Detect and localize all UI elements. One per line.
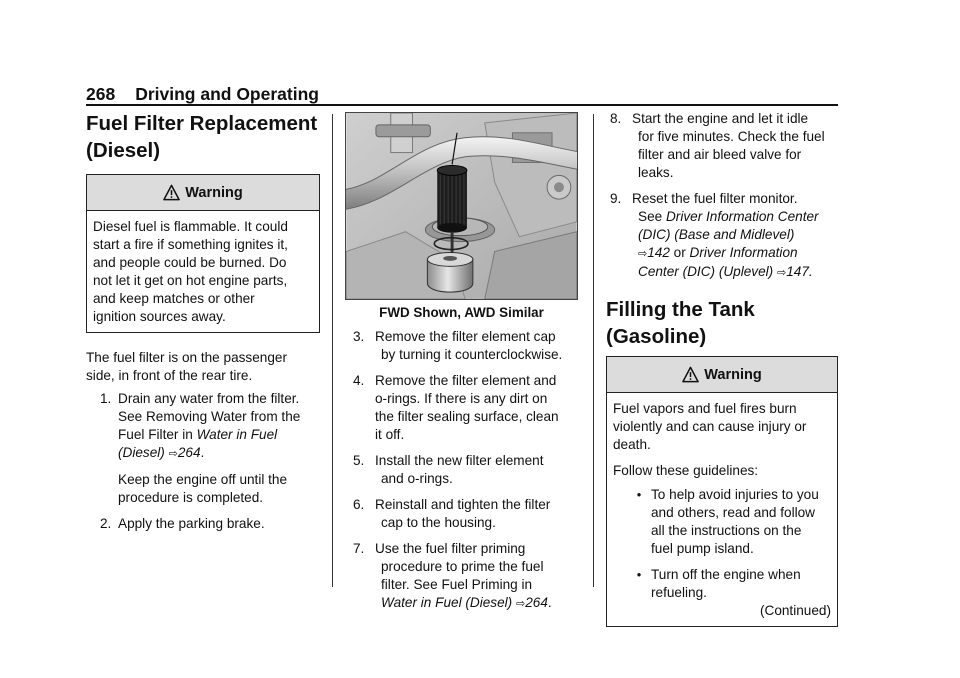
step-1 (100, 390, 320, 463)
step-9 (610, 190, 838, 282)
warning-header (607, 357, 837, 393)
step-1-note: Keep the engine off until the procedure is completed. (118, 472, 288, 505)
step-number: 4. (353, 373, 365, 388)
fuel-filter-illustration (345, 112, 578, 300)
bullet-text: Turn off the engine when refueling. (651, 567, 801, 600)
step-text: Reinstall and tighten the filter cap to the housing. (375, 497, 551, 530)
warning-icon (682, 366, 699, 383)
step-2 (100, 515, 320, 533)
warning-line: and keep matches or other (93, 291, 255, 306)
warning-bullet-1 (627, 486, 831, 558)
step-text: Start the engine and let it idle for five minutes. Check the fuel filter and air bleed valve for leaks. (632, 111, 825, 180)
warning-line: ignition sources away. (93, 309, 226, 324)
warning-line: not let it get on hot engine parts, (93, 273, 288, 288)
step-5 (353, 452, 578, 488)
column-1 (86, 110, 320, 533)
warning-icon (163, 184, 180, 201)
step-number: 6. (353, 497, 365, 512)
step-4 (353, 372, 578, 444)
step-number: 3. (353, 329, 365, 344)
step-text: Remove the filter element cap by turning it counterclockwise. (375, 329, 563, 362)
warning-line: start a fire if something ignites it, (93, 237, 288, 252)
page-ref-link[interactable]: 264 (525, 595, 548, 610)
step-8 (610, 110, 838, 182)
continued-label: (Continued) (759, 603, 831, 618)
page-ref-icon: ⇨ (168, 448, 178, 460)
step-number: 2. (100, 516, 112, 531)
page-ref-icon: ⇨ (515, 598, 526, 610)
gasoline-warning-box (606, 356, 838, 627)
column-divider-left (332, 114, 333, 587)
warning-line: and people could be burned. Do (93, 255, 287, 270)
warning-bullet-2 (627, 566, 831, 602)
bullet-text: To help avoid injuries to you and others, read and follow all the instructions on the fuel pump island. (651, 487, 819, 556)
step-text: Apply the parking brake. (118, 516, 265, 531)
filling-tank-heading: Filling the Tank (Gasoline) (606, 298, 755, 348)
section-title: Driving and Operating (135, 84, 319, 104)
page-ref-link[interactable]: 142 (647, 245, 670, 260)
fuel-filter-heading: Fuel Filter Replacement (Diesel) (86, 112, 318, 162)
step-text: Remove the filter element and o-rings. If there is any dirt on the filter sealing surface, clean it off. (375, 373, 559, 442)
warning-line: death. (613, 437, 651, 452)
column-2 (345, 112, 578, 613)
bullet-icon: ● (636, 490, 642, 499)
step-text: Install the new filter element and o-rings. (375, 453, 544, 486)
page-ref-icon: ⇨ (777, 267, 787, 279)
warning-body (607, 393, 837, 626)
column-3 (606, 110, 838, 627)
warning-label: Warning (185, 184, 243, 201)
warning-body (87, 211, 319, 332)
figure-caption: FWD Shown, AWD Similar (379, 305, 544, 320)
warning-line: violently and can cause injury or (613, 419, 807, 434)
page-ref-icon: ⇨ (638, 248, 648, 260)
step-7 (353, 540, 578, 613)
step-text: Drain any water from the filter. See Removing Water from the Fuel Filter in Water in Fuel (Diesel) ⇨264. (118, 391, 301, 460)
column-divider-right (593, 114, 594, 587)
warning-line: Diesel fuel is flammable. It could (93, 219, 288, 234)
warning-header (87, 175, 319, 211)
diesel-warning-box (86, 174, 320, 333)
step-number: 8. (610, 111, 622, 126)
step-number: 7. (353, 541, 365, 556)
page-header (86, 84, 319, 105)
step-number: 1. (100, 391, 112, 406)
step-6 (353, 496, 578, 532)
page-ref-link[interactable]: 147 (786, 264, 809, 279)
step-text: Reset the fuel filter monitor. See Driver Information Center (DIC) (Base and Midlevel) ⇨142 or Driver Information Center (DIC) (Uplevel) ⇨147. (632, 191, 819, 279)
page-number: 268 (86, 84, 116, 104)
warning-follow: Follow these guidelines: (613, 463, 759, 478)
intro-text: The fuel filter is on the passenger side, in front of the rear tire. (86, 350, 287, 383)
step-number: 9. (610, 191, 622, 206)
warning-line: Fuel vapors and fuel fires burn (613, 401, 797, 416)
step-number: 5. (353, 453, 365, 468)
warning-label: Warning (704, 366, 762, 383)
page-ref-link[interactable]: 264 (177, 445, 201, 460)
step-3 (353, 328, 578, 364)
bullet-icon: ● (636, 570, 642, 579)
step-text: Use the fuel filter priming procedure to prime the fuel filter. See Fuel Priming in Water in Fuel (Diesel) ⇨264. (375, 541, 552, 610)
header-rule (86, 104, 838, 106)
